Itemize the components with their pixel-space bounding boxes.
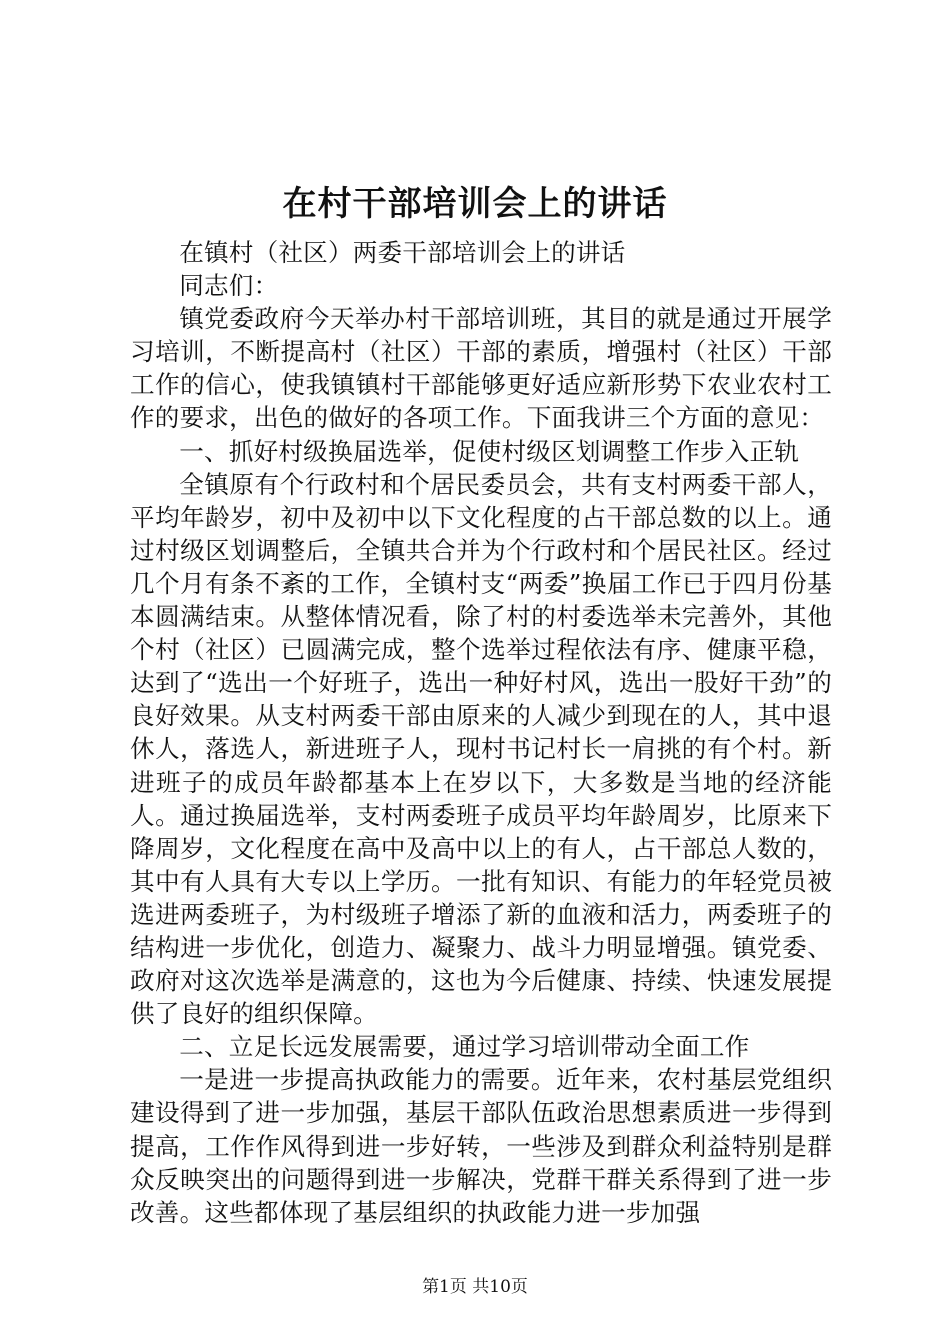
subtitle-paragraph: 在镇村（社区）两委干部培训会上的讲话 xyxy=(179,238,626,267)
section-1-paragraph: 全镇原有个行政村和个居民委员会，共有支村两委干部人，平均年龄岁，初中及初中以下文化程度的占干部总数的以上。通过村级区划调整后，全镇共合并为个行政村和个居民社区。经过几个月有条不紊的工作，全镇村支“两委”换届工作已于四月份基本圆满结束。从整体情况看，除了村的村委选举未完善外，其他个村（社区）已圆满完成，整个选举过程依法有序、健康平稳，达到了“选出一个好班子，选出一种好村风，选出一股好干劲”的良好效果。从支村两委干部由原来的人减少到现在的人，其中退休人，落选人，新进班子人，现村书记村长一肩挑的有个村。新进班子的成员年龄都基本上在岁以下，大多数是当地的经济能人。通过换届选举，支村两委班子成员平均年龄周岁，比原来下降周岁，文化程度在高中及高中以上的有人，占干部总人数的，其中有人具有大专以上学历。一批有知识、有能力的年轻党员被选进两委班子，为村级班子增添了新的血液和活力，两委班子的结构进一步优化，创造力、凝聚力、战斗力明显增强。镇党委、政府对这次选举是满意的，这也为今后健康、持续、快速发展提供了良好的组织保障。 xyxy=(130,469,832,1029)
page-footer: 第1页 共10页 xyxy=(422,1277,528,1297)
section-2-paragraph: 一是进一步提高执政能力的需要。近年来，农村基层党组织建设得到了进一步加强，基层干部队伍政治思想素质进一步得到提高，工作作风得到进一步好转，一些涉及到群众利益特别是群众反映突出的问题得到进一步解决，党群干群关系得到了进一步改善。这些都体现了基层组织的执政能力进一步加强 xyxy=(130,1065,832,1227)
intro-paragraph: 镇党委政府今天举办村干部培训班，其目的就是通过开展学习培训，不断提高村（社区）干部的素质，增强村（社区）干部工作的信心，使我镇镇村干部能够更好适应新形势下农业农村工作的要求，出色的做好的各项工作。下面我讲三个方面的意见： xyxy=(130,304,832,433)
document-title: 在村干部培训会上的讲话 xyxy=(282,184,668,224)
document-body xyxy=(130,236,832,1229)
section-heading-2: 二、立足长远发展需要，通过学习培训带动全面工作 xyxy=(179,1032,750,1062)
salutation-paragraph: 同志们： xyxy=(179,271,279,301)
section-heading-1: 一、抓好村级换届选举，促使村级区划调整工作步入正轨 xyxy=(179,436,800,466)
